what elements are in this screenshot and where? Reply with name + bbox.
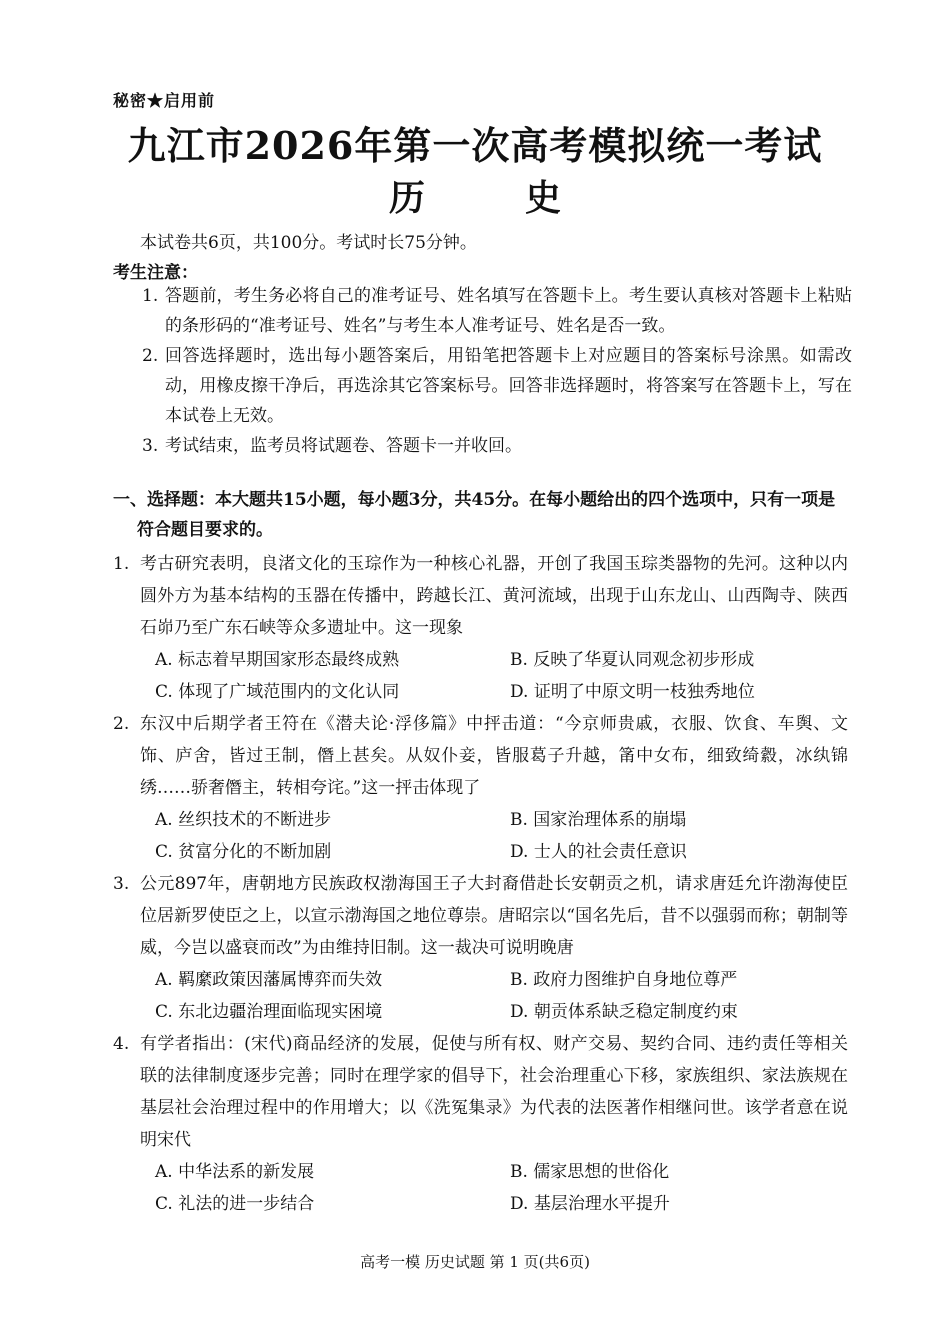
- option-a: A. 标志着早期国家形态最终成熟: [155, 650, 400, 670]
- question-stem: 考古研究表明，良渚文化的玉琮作为一种核心礼器，开创了我国玉琮类器物的先河。这种以内圆外方为基本结构的玉器在传播中，跨越长江、黄河流域，出现于山东龙山、山西陶寺、陕西石峁乃至广东石峡等众多遗址中。这一现象: [140, 554, 848, 638]
- question-number: 3.: [113, 874, 130, 894]
- notice-text: 答题前，考生务必将自己的准考证号、姓名填写在答题卡上。考生要认真核对答题卡上粘贴的条形码的“准考证号、姓名”与考生本人准考证号、姓名是否一致。: [165, 286, 852, 336]
- notice-list: [142, 281, 852, 461]
- notice-num: 3.: [142, 436, 159, 456]
- option-c: C. 体现了广域范围内的文化认同: [155, 682, 400, 702]
- option-c: C. 东北边疆治理面临现实困境: [155, 1002, 383, 1022]
- question-list: [113, 548, 848, 1220]
- option-grid: [113, 1156, 848, 1220]
- question-4: [113, 1028, 848, 1220]
- option-b: B. 儒家思想的世俗化: [510, 1162, 670, 1182]
- option-grid: [113, 964, 848, 1028]
- page-footer: 高考一模 历史试题 第 1 页(共6页): [360, 1253, 590, 1271]
- option-b: B. 政府力图维护自身地位尊严: [510, 970, 738, 990]
- option-d: D. 朝贡体系缺乏稳定制度约束: [510, 1002, 738, 1022]
- option-c: C. 礼法的进一步结合: [155, 1194, 315, 1214]
- option-grid: [113, 804, 848, 868]
- notice-heading: 考生注意：: [113, 263, 198, 283]
- option-d: D. 士人的社会责任意识: [510, 842, 687, 862]
- option-a: A. 丝织技术的不断进步: [155, 810, 332, 830]
- notice-item: [142, 431, 852, 461]
- secret-label: 秘密★启用前: [113, 91, 216, 110]
- option-d: D. 证明了中原文明一枝独秀地位: [510, 682, 755, 702]
- question-number: 1.: [113, 554, 130, 574]
- question-stem: 公元897年，唐朝地方民族政权渤海国王子大封裔借赴长安朝贡之机，请求唐廷允许渤海使臣位居新罗使臣之上，以宣示渤海国之地位尊崇。唐昭宗以“国名先后，昔不以强弱而称；朝制等威，今岂以盛衰而改”为由维持旧制。这一裁决可说明晚唐: [140, 874, 848, 958]
- question-number: 4.: [113, 1034, 130, 1054]
- subject-char-1: 历: [388, 177, 425, 219]
- exam-title: 九江市2026年第一次高考模拟统一考试: [127, 123, 823, 168]
- question-stem: 东汉中后期学者王符在《潜夫论·浮侈篇》中抨击道：“今京师贵戚，衣服、饮食、车舆、文饰、庐舍，皆过王制，僭上甚矣。从奴仆妾，皆服葛子升越，筩中女布，细致绮縠，冰纨锦绣……骄奢僭主，转相夸诧。”这一抨击体现了: [140, 714, 848, 798]
- question-number: 2.: [113, 714, 130, 734]
- option-b: B. 国家治理体系的崩塌: [510, 810, 687, 830]
- option-b: B. 反映了华夏认同观念初步形成: [510, 650, 755, 670]
- section-heading: [113, 485, 848, 545]
- notice-num: 1.: [142, 286, 159, 306]
- question-stem: 有学者指出：(宋代)商品经济的发展，促使与所有权、财产交易、契约合同、违约责任等相关联的法律制度逐步完善；同时在理学家的倡导下，社会治理重心下移，家族组织、家法族规在基层社会治理过程中的作用增大；以《洗冤集录》为代表的法医著作相继问世。该学者意在说明宋代: [140, 1034, 848, 1150]
- option-grid: [113, 644, 848, 708]
- option-c: C. 贫富分化的不断加剧: [155, 842, 332, 862]
- question-1: [113, 548, 848, 708]
- exam-intro: 本试卷共6页，共100分。考试时长75分钟。: [140, 233, 477, 253]
- question-2: [113, 708, 848, 868]
- notice-item: [142, 341, 852, 431]
- option-a: A. 中华法系的新发展: [155, 1162, 315, 1182]
- section-line-2: 符合题目要求的。: [137, 520, 273, 540]
- notice-item: [142, 281, 852, 341]
- subject-title: [0, 170, 950, 221]
- section-line-1: 一、选择题：本大题共15小题，每小题3分，共45分。在每小题给出的四个选项中，只有一项是: [113, 490, 836, 510]
- subject-char-2: 史: [525, 177, 562, 219]
- question-3: [113, 868, 848, 1028]
- notice-num: 2.: [142, 346, 159, 366]
- notice-text: 回答选择题时，选出每小题答案后，用铅笔把答题卡上对应题目的答案标号涂黑。如需改动，用橡皮擦干净后，再选涂其它答案标号。回答非选择题时，将答案写在答题卡上，写在本试卷上无效。: [165, 346, 852, 426]
- option-d: D. 基层治理水平提升: [510, 1194, 670, 1214]
- option-a: A. 羁縻政策因藩属博弈而失效: [155, 970, 383, 990]
- notice-text: 考试结束，监考员将试题卷、答题卡一并收回。: [165, 436, 522, 456]
